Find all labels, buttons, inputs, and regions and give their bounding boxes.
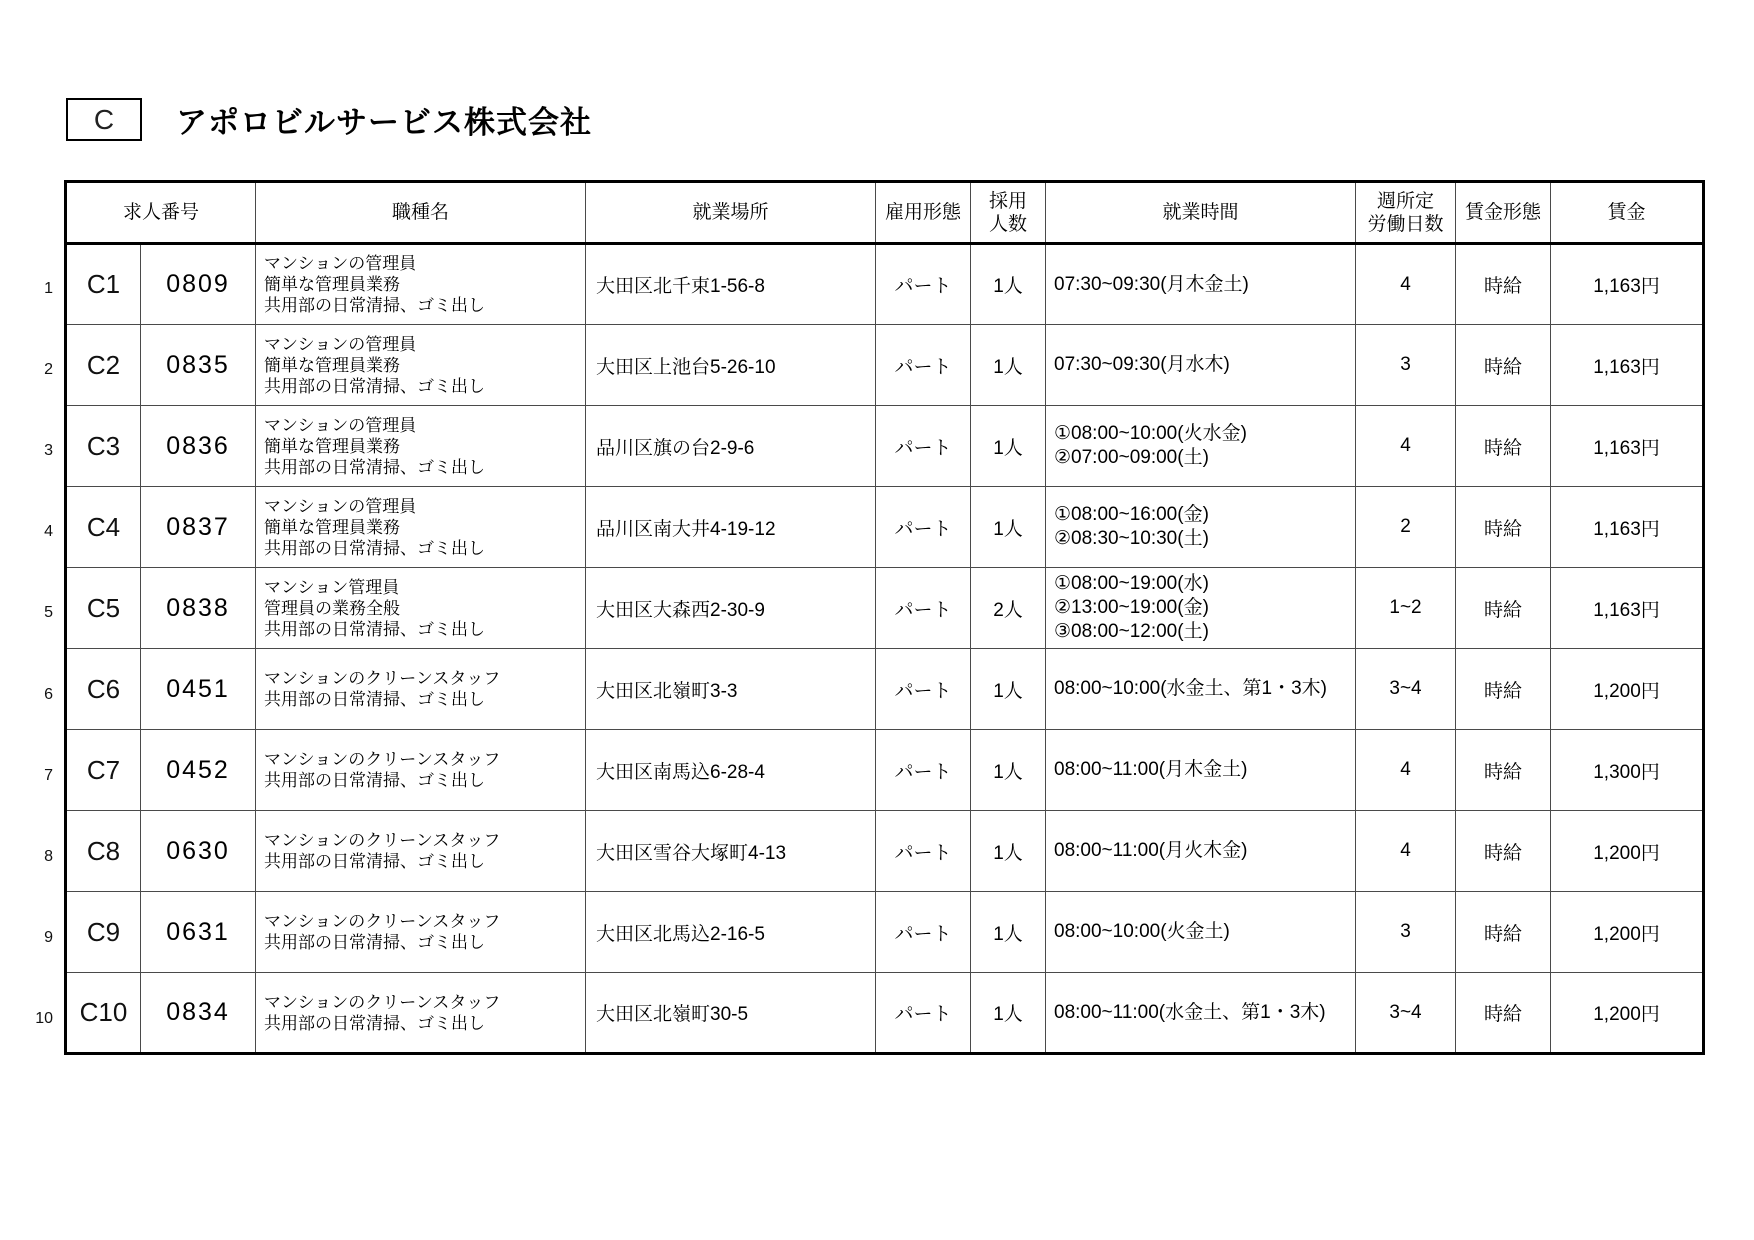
job-description: マンションのクリーンスタッフ 共用部の日常清掃、ゴミ出し: [256, 811, 586, 892]
company-title: アポロビルサービス株式会社: [176, 105, 592, 140]
job-number: 0631: [141, 892, 256, 973]
job-code: C5: [66, 568, 141, 649]
wage-type: 時給: [1456, 325, 1551, 406]
hires-count: 1人: [971, 244, 1046, 325]
job-code: C4: [66, 487, 141, 568]
weekly-working-days: 4: [1356, 244, 1456, 325]
header-weekly-days-line1: 週所定: [1377, 190, 1435, 212]
table-body: [66, 244, 1704, 1054]
row-index: 2: [44, 360, 53, 378]
work-location: 大田区北千束1-56-8: [586, 244, 876, 325]
work-hours: ①08:00~10:00(火水金) ②07:00~09:00(土): [1046, 406, 1356, 487]
job-code: C7: [66, 730, 141, 811]
header-weekly-days: [1356, 182, 1456, 244]
header-row: [66, 182, 1704, 244]
wage-type: 時給: [1456, 892, 1551, 973]
wage-type: 時給: [1456, 244, 1551, 325]
job-number: 0452: [141, 730, 256, 811]
weekly-working-days: 3~4: [1356, 973, 1456, 1054]
table-row: [66, 811, 1704, 892]
table-row: [66, 730, 1704, 811]
header-hires-line1: 採用: [989, 190, 1028, 212]
job-code: C1: [66, 244, 141, 325]
job-listings-table: [64, 180, 1705, 1055]
wage-type: 時給: [1456, 568, 1551, 649]
hires-count: 1人: [971, 487, 1046, 568]
employment-type: パート: [876, 406, 971, 487]
job-number: 0837: [141, 487, 256, 568]
job-description: マンションのクリーンスタッフ 共用部の日常清掃、ゴミ出し: [256, 730, 586, 811]
job-description: マンションのクリーンスタッフ 共用部の日常清掃、ゴミ出し: [256, 892, 586, 973]
work-hours: 07:30~09:30(月木金土): [1046, 244, 1356, 325]
weekly-working-days: 4: [1356, 406, 1456, 487]
row-index: 5: [44, 604, 53, 622]
category-label: C: [93, 103, 115, 135]
hires-count: 1人: [971, 649, 1046, 730]
employment-type: パート: [876, 811, 971, 892]
table-row: [66, 406, 1704, 487]
hires-count: 1人: [971, 892, 1046, 973]
work-hours: 08:00~11:00(水金土、第1・3木): [1046, 973, 1356, 1054]
wage-type: 時給: [1456, 649, 1551, 730]
work-hours: 07:30~09:30(月水木): [1046, 325, 1356, 406]
header-job-title: 職種名: [256, 182, 586, 244]
table-row: [66, 325, 1704, 406]
row-index: 6: [44, 685, 53, 703]
table-row: [66, 568, 1704, 649]
header-location: 就業場所: [586, 182, 876, 244]
row-index: 4: [44, 523, 53, 541]
row-index: 8: [44, 847, 53, 865]
table-row: [66, 649, 1704, 730]
table-row: [66, 892, 1704, 973]
work-location: 大田区雪谷大塚町4-13: [586, 811, 876, 892]
wage-amount: 1,163円: [1551, 406, 1704, 487]
wage-amount: 1,200円: [1551, 892, 1704, 973]
header-hours: 就業時間: [1046, 182, 1356, 244]
wage-amount: 1,163円: [1551, 487, 1704, 568]
row-index: 1: [44, 279, 53, 297]
header-job-number: 求人番号: [66, 182, 256, 244]
work-hours: ①08:00~19:00(水) ②13:00~19:00(金) ③08:00~12:00(土): [1046, 568, 1356, 649]
job-code: C9: [66, 892, 141, 973]
header-employment-type: 雇用形態: [876, 182, 971, 244]
employment-type: パート: [876, 568, 971, 649]
job-description: マンションの管理員 簡単な管理員業務 共用部の日常清掃、ゴミ出し: [256, 325, 586, 406]
header-hires-line2: 人数: [989, 213, 1028, 235]
work-hours: 08:00~10:00(火金土): [1046, 892, 1356, 973]
wage-amount: 1,200円: [1551, 649, 1704, 730]
job-description: マンションのクリーンスタッフ 共用部の日常清掃、ゴミ出し: [256, 973, 586, 1054]
job-code: C6: [66, 649, 141, 730]
header-wage-type: 賃金形態: [1456, 182, 1551, 244]
row-index: 7: [44, 766, 53, 784]
work-location: 大田区北嶺町3-3: [586, 649, 876, 730]
row-index: 10: [35, 1010, 53, 1028]
job-code: C3: [66, 406, 141, 487]
work-location: 品川区南大井4-19-12: [586, 487, 876, 568]
work-hours: 08:00~11:00(月火木金): [1046, 811, 1356, 892]
employment-type: パート: [876, 892, 971, 973]
category-label-box: [66, 98, 142, 141]
job-number: 0835: [141, 325, 256, 406]
header-weekly-days-line2: 労働日数: [1367, 213, 1444, 235]
wage-type: 時給: [1456, 811, 1551, 892]
employment-type: パート: [876, 649, 971, 730]
wage-type: 時給: [1456, 406, 1551, 487]
job-number: 0451: [141, 649, 256, 730]
weekly-working-days: 4: [1356, 811, 1456, 892]
work-location: 大田区北嶺町30-5: [586, 973, 876, 1054]
title-block: [66, 97, 592, 142]
table-row: [66, 244, 1704, 325]
job-number: 0630: [141, 811, 256, 892]
work-hours: 08:00~11:00(月木金土): [1046, 730, 1356, 811]
job-number: 0834: [141, 973, 256, 1054]
wage-amount: 1,200円: [1551, 811, 1704, 892]
job-code: C2: [66, 325, 141, 406]
wage-type: 時給: [1456, 487, 1551, 568]
work-location: 大田区大森西2-30-9: [586, 568, 876, 649]
job-number: 0809: [141, 244, 256, 325]
weekly-working-days: 4: [1356, 730, 1456, 811]
work-hours: ①08:00~16:00(金) ②08:30~10:30(土): [1046, 487, 1356, 568]
wage-type: 時給: [1456, 973, 1551, 1054]
employment-type: パート: [876, 244, 971, 325]
hires-count: 1人: [971, 730, 1046, 811]
work-location: 大田区北馬込2-16-5: [586, 892, 876, 973]
job-code: C10: [66, 973, 141, 1054]
job-description: マンション管理員 管理員の業務全般 共用部の日常清掃、ゴミ出し: [256, 568, 586, 649]
weekly-working-days: 3: [1356, 892, 1456, 973]
job-description: マンションの管理員 簡単な管理員業務 共用部の日常清掃、ゴミ出し: [256, 487, 586, 568]
employment-type: パート: [876, 487, 971, 568]
weekly-working-days: 3~4: [1356, 649, 1456, 730]
header-wage: 賃金: [1551, 182, 1704, 244]
row-index-rail: [24, 248, 58, 1060]
hires-count: 1人: [971, 406, 1046, 487]
hires-count: 1人: [971, 325, 1046, 406]
wage-type: 時給: [1456, 730, 1551, 811]
wage-amount: 1,300円: [1551, 730, 1704, 811]
work-hours: 08:00~10:00(水金土、第1・3木): [1046, 649, 1356, 730]
header-hires: [971, 182, 1046, 244]
weekly-working-days: 1~2: [1356, 568, 1456, 649]
employment-type: パート: [876, 973, 971, 1054]
hires-count: 1人: [971, 811, 1046, 892]
job-description: マンションの管理員 簡単な管理員業務 共用部の日常清掃、ゴミ出し: [256, 406, 586, 487]
employment-type: パート: [876, 730, 971, 811]
row-index: 3: [44, 441, 53, 459]
hires-count: 1人: [971, 973, 1046, 1054]
table-row: [66, 973, 1704, 1054]
table-row: [66, 487, 1704, 568]
job-description: マンションのクリーンスタッフ 共用部の日常清掃、ゴミ出し: [256, 649, 586, 730]
job-description: マンションの管理員 簡単な管理員業務 共用部の日常清掃、ゴミ出し: [256, 244, 586, 325]
weekly-working-days: 2: [1356, 487, 1456, 568]
work-location: 大田区南馬込6-28-4: [586, 730, 876, 811]
job-number: 0838: [141, 568, 256, 649]
job-number: 0836: [141, 406, 256, 487]
wage-amount: 1,163円: [1551, 568, 1704, 649]
wage-amount: 1,200円: [1551, 973, 1704, 1054]
hires-count: 2人: [971, 568, 1046, 649]
wage-amount: 1,163円: [1551, 325, 1704, 406]
work-location: 大田区上池台5-26-10: [586, 325, 876, 406]
weekly-working-days: 3: [1356, 325, 1456, 406]
employment-type: パート: [876, 325, 971, 406]
work-location: 品川区旗の台2-9-6: [586, 406, 876, 487]
wage-amount: 1,163円: [1551, 244, 1704, 325]
row-index: 9: [44, 929, 53, 947]
job-code: C8: [66, 811, 141, 892]
